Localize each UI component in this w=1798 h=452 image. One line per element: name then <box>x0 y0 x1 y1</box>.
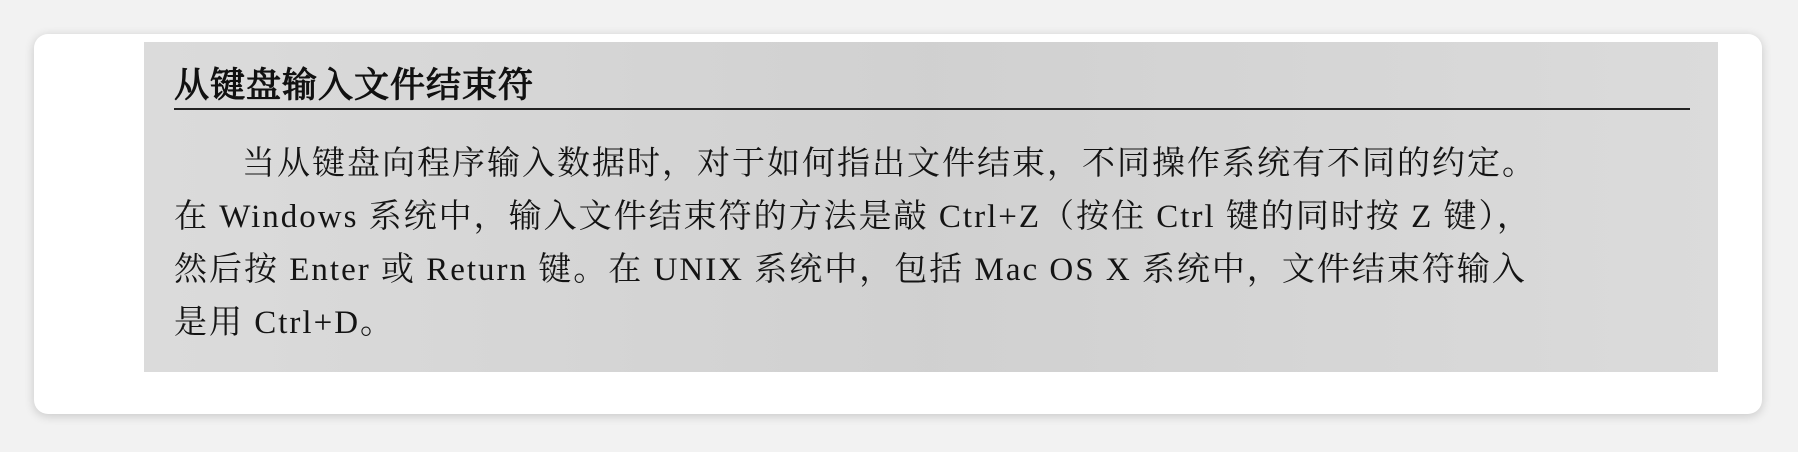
scanned-page-excerpt <box>144 42 1718 372</box>
image-card <box>34 34 1762 414</box>
title-underline <box>174 108 1690 110</box>
paragraph-line-3: 然后按 Enter 或 Return 键。在 UNIX 系统中，包括 Mac OS X 系统中，文件结束符输入 <box>174 252 1527 288</box>
body-paragraph <box>174 138 1696 350</box>
paragraph-line-4: 是用 Ctrl+D。 <box>174 305 396 341</box>
section-title: 从键盘输入文件结束符 <box>174 65 535 106</box>
paragraph-line-1: 当从键盘向程序输入数据时，对于如何指出文件结束，不同操作系统有不同的约定。 <box>242 146 1537 182</box>
paragraph-line-2: 在 Windows 系统中，输入文件结束符的方法是敲 Ctrl+Z（按住 Ctrl 键的同时按 Z 键）， <box>174 199 1533 235</box>
